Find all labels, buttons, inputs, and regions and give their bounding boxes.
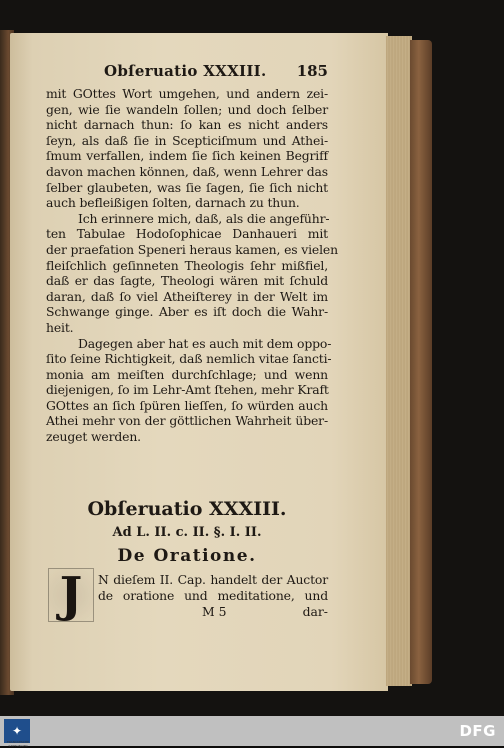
running-head: Obſeruatio XXXIII. [104, 62, 267, 80]
text-line: Dagegen aber hat es auch mit dem oppo- [78, 335, 332, 351]
opening-paragraph [98, 572, 328, 603]
text-line: daran, daß ſo viel Atheiſterey in der Welt im [46, 288, 328, 304]
body-paragraphs [46, 86, 338, 445]
signature-mark: M 5 [202, 604, 227, 619]
text-line: de oratione und meditatione, und [98, 587, 328, 603]
text-line: zeuget werden. [46, 429, 141, 445]
book-cover-edge [410, 40, 432, 684]
dropcap-initial: J [48, 568, 94, 622]
page-header [46, 60, 328, 86]
text-line: ſeyn, als daß ſie in Scepticiſmum und Athei- [46, 132, 328, 148]
text-line: gen, wie ſie wandeln ſollen; und doch ſelber [46, 101, 328, 117]
text-line: monia am meiſten durchſchlage; und wenn [46, 366, 328, 382]
text-line: davon machen können, daß, wenn Lehrer das [46, 163, 328, 179]
text-line: nicht darnach thun: ſo kan es nicht anders [46, 117, 328, 133]
text-line: mit GOttes Wort umgehen, und andern zei- [46, 86, 328, 101]
signature-line [98, 604, 328, 620]
text-line: ſelber glaubeten, was ſie ſagen, ſie ſich nicht [46, 179, 328, 195]
section-reference: Ad L. II. c. II. §. I. II. [112, 525, 262, 540]
text-line: diejenigen, ſo im Lehr-Amt ſtehen, mehr Kraft [46, 382, 329, 398]
text-line: ten Tabulae Hodoſophicae Danhaueri mit [46, 226, 328, 242]
page-block-edges [386, 36, 412, 686]
text-line: ſmum verfallen, indem ſie ſich keinen Begriff [46, 148, 328, 164]
section-subject: De Oratione. [117, 546, 257, 566]
institution-logo-icon[interactable]: ✦ [4, 719, 30, 743]
text-line: daß er das ſagte, Theologi wären mit ſchuld [46, 273, 328, 289]
institution-logo-label: FRANCKESCHE STIFTUNGEN [6, 740, 30, 748]
dfg-logo[interactable]: DFG [459, 722, 496, 740]
text-line: heit. [46, 319, 74, 335]
page-text [46, 60, 338, 623]
text-line: ſito ſeine Richtigkeit, daß nemlich vitae ſancti- [46, 351, 332, 367]
text-line: der praefation Speneri heraus kamen, es vielen [46, 241, 338, 257]
page-number: 185 [296, 62, 328, 80]
text-line: auch befleißigen ſolten, darnach zu thun. [46, 195, 300, 211]
text-line: GOttes an ſich ſpüren lieſſen, ſo würden auch [46, 397, 328, 413]
text-line: fleiſchlich geſinneten Theologis ſehr mißfiel, [46, 257, 328, 273]
text-line: Athei mehr von der göttlichen Wahrheit über- [46, 413, 328, 429]
viewer-footer [0, 716, 504, 746]
catchword: dar- [302, 604, 328, 619]
text-line: Schwange ginge. Aber es iſt doch die Wahr- [46, 304, 328, 320]
section-title: Obſeruatio XXXIII. [87, 498, 287, 520]
text-line: N dieſem II. Cap. handelt der Auctor [98, 572, 328, 587]
text-line: Ich erinnere mich, daß, als die angeführ- [78, 210, 330, 226]
